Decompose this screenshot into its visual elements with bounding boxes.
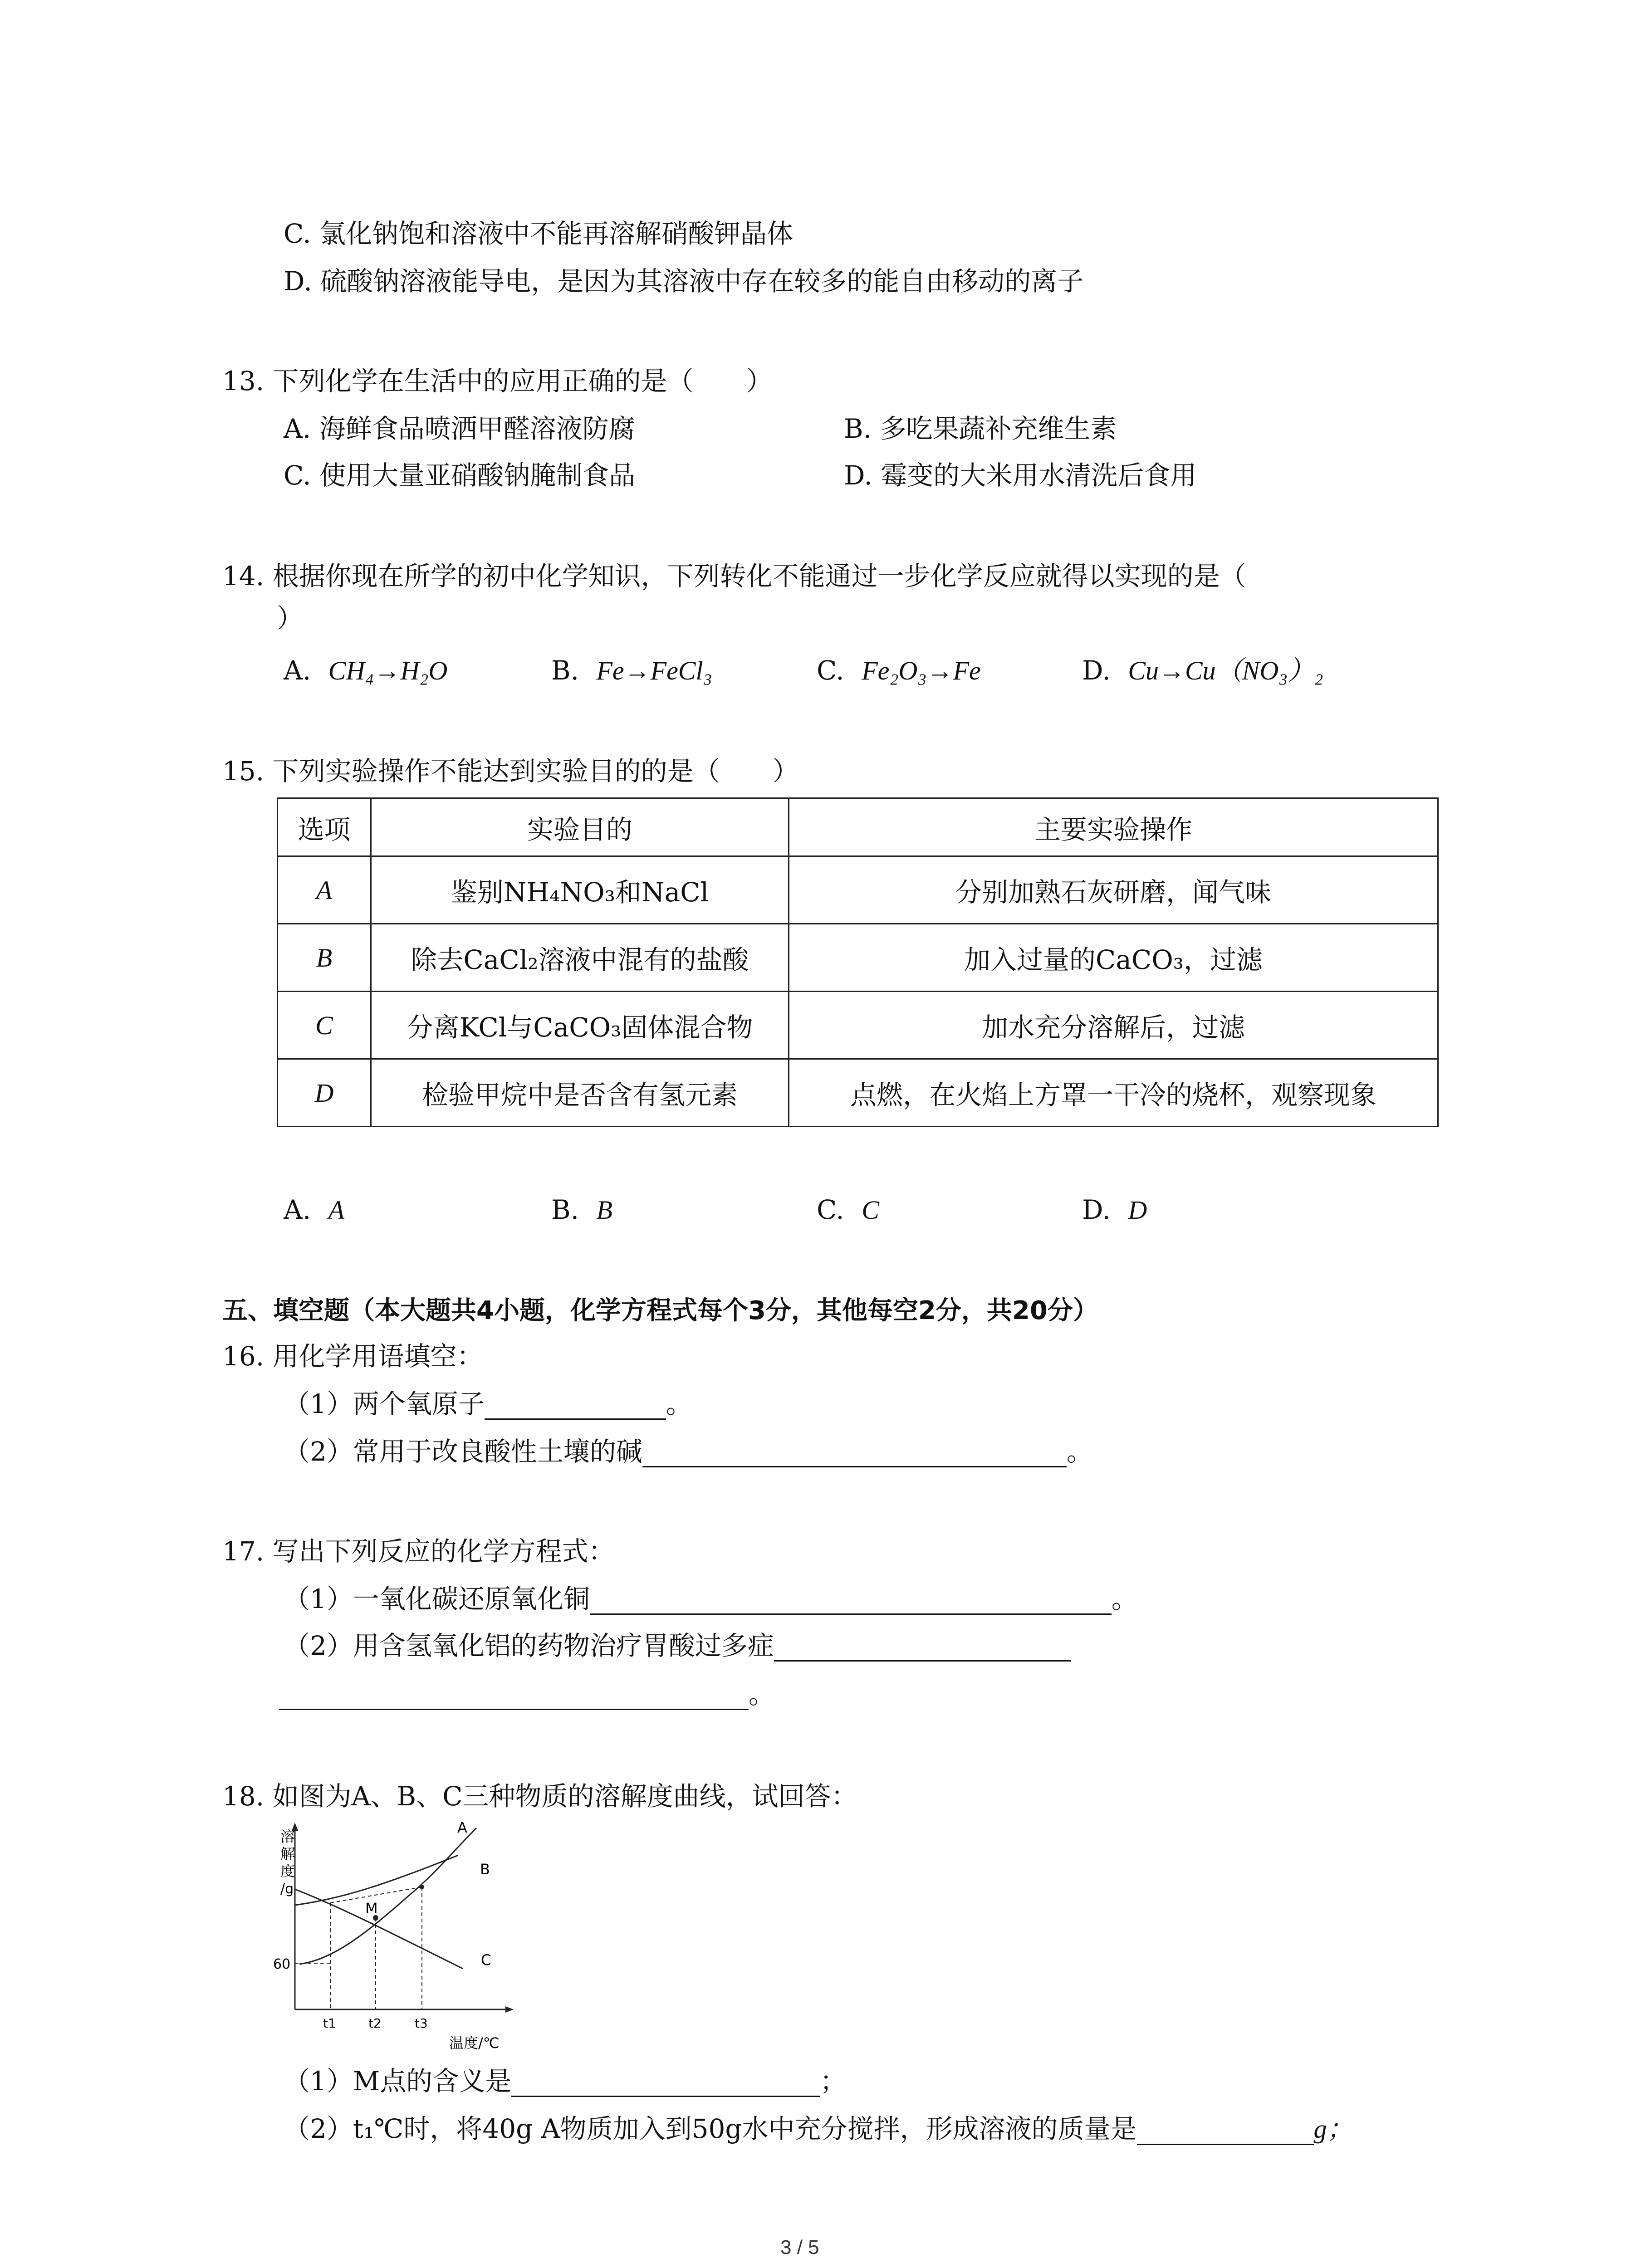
q15-option-a-label: A.	[284, 1194, 311, 1225]
row-operation: 加水充分溶解后，过滤	[789, 992, 1438, 1059]
q15-option-a	[284, 1194, 344, 1226]
y-axis-label-1: 溶	[280, 1828, 295, 1845]
q15-option-b-text: B	[596, 1195, 612, 1225]
curve-b	[295, 1855, 458, 1905]
q17-part2	[284, 1630, 1071, 1662]
table-row	[278, 856, 1438, 924]
q18-part1-end: ；	[820, 2066, 847, 2097]
curve-a	[299, 1828, 476, 1964]
q17-part1-end: 。	[1111, 1584, 1138, 1614]
q14-stem-close: ）	[277, 603, 304, 634]
x-axis-arrow-icon	[505, 2006, 514, 2013]
answer-blank[interactable]	[485, 1391, 666, 1420]
q14-option-a-label: A.	[284, 655, 311, 686]
q14-option-d-text: Cu→Cu（NO₃）₂	[1128, 656, 1323, 685]
q14-option-d-label: D.	[1082, 655, 1111, 686]
row-operation: 点燃，在火焰上方罩一干冷的烧杯，观察现象	[789, 1059, 1438, 1127]
row-purpose: 分离KCl与CaCO₃固体混合物	[371, 992, 789, 1059]
x-tick-t3: t3	[415, 2016, 428, 2031]
q13-option-d: D. 霉变的大米用水清洗后食用	[844, 460, 1197, 491]
q13-option-c: C. 使用大量亚硝酸钠腌制食品	[284, 460, 636, 491]
q14-option-a-text: CH₄→H₂O	[328, 656, 448, 685]
answer-blank[interactable]	[590, 1586, 1112, 1615]
q16-stem: 16. 用化学用语填空：	[222, 1341, 483, 1372]
x-tick-t2: t2	[368, 2016, 382, 2031]
q15-option-d-text: D	[1128, 1195, 1147, 1225]
x-tick-t1: t1	[323, 2016, 336, 2031]
q15-option-c-label: C.	[817, 1194, 844, 1225]
q13-option-a: A. 海鲜食品喷洒甲醛溶液防腐	[284, 413, 635, 444]
q16-part2-text: （2）常用于改良酸性土壤的碱	[284, 1436, 642, 1467]
q15-table	[277, 797, 1439, 1127]
q14-option-b-text: Fe→FeCl₃	[596, 656, 712, 685]
page-number: 3 / 5	[780, 2236, 819, 2258]
answer-blank[interactable]	[1137, 2116, 1314, 2145]
q14-option-c-label: C.	[817, 655, 844, 686]
header-operation: 主要实验操作	[789, 798, 1438, 856]
q17-part2-continue	[279, 1678, 775, 1710]
header-option: 选项	[278, 798, 371, 856]
row-option: D	[278, 1059, 371, 1127]
q17-part2-text: （2）用含氢氧化铝的药物治疗胃酸过多症	[284, 1630, 774, 1661]
header-purpose: 实验目的	[371, 798, 789, 856]
q15-option-b	[551, 1194, 612, 1226]
q12-option-c: C. 氯化钠饱和溶液中不能再溶解硝酸钾晶体	[284, 218, 794, 249]
q15-option-c	[817, 1194, 879, 1226]
section-title: 五、填空题（本大题共4小题，化学方程式每个3分，其他每空2分，共20分）	[222, 1296, 1098, 1325]
q17-part1-text: （1）一氧化碳还原氧化铜	[284, 1584, 590, 1614]
row-operation: 加入过量的CaCO₃，过滤	[789, 924, 1438, 992]
q18-stem: 18. 如图为A、B、C三种物质的溶解度曲线，试回答：	[222, 1781, 857, 1812]
curve-a-label: A	[457, 1819, 467, 1836]
q12-option-d: D. 硫酸钠溶液能导电，是因为其溶液中存在较多的能自由移动的离子	[284, 266, 1084, 297]
row-operation: 分别加熟石灰研磨，闻气味	[789, 856, 1438, 924]
q14-option-c	[817, 655, 981, 687]
q17-part2-end: 。	[749, 1679, 775, 1710]
y-axis-label-2: 解	[280, 1845, 295, 1862]
q14-option-a	[284, 655, 447, 687]
q14-stem: 14. 根据你现在所学的初中化学知识，下列转化不能通过一步化学反应就得以实现的是（	[222, 561, 1246, 591]
table-row	[278, 1059, 1438, 1127]
q18-part2	[284, 2113, 1353, 2145]
q15-option-c-text: C	[862, 1195, 879, 1225]
q14-option-b-label: B.	[551, 655, 579, 686]
q18-part1	[284, 2065, 846, 2097]
row-option: C	[278, 992, 371, 1059]
point-m-label: M	[365, 1900, 378, 1917]
q14-option-b	[551, 655, 712, 687]
q16-part1-text: （1）两个氧原子	[284, 1388, 485, 1419]
y-tick-60: 60	[273, 1956, 291, 1972]
curve-c-label: C	[481, 1951, 491, 1969]
solubility-curve-figure	[272, 1819, 526, 2055]
q18-part2-text: （2）t₁℃时，将40g A物质加入到50g水中充分搅拌，形成溶液的质量是	[284, 2113, 1137, 2144]
q14-option-c-text: Fe₂O₃→Fe	[862, 656, 981, 685]
q18-part1-text: （1）M点的含义是	[284, 2066, 512, 2097]
q15-option-b-label: B.	[551, 1194, 579, 1225]
table-row	[278, 992, 1438, 1059]
table-row	[278, 924, 1438, 992]
point-intersection	[420, 1885, 424, 1889]
q13-option-b: B. 多吃果蔬补充维生素	[844, 413, 1117, 444]
row-purpose: 除去CaCl₂溶液中混有的盐酸	[371, 924, 789, 992]
y-axis-label-3: 度	[280, 1862, 295, 1880]
row-option: A	[278, 856, 371, 924]
q13-stem: 13. 下列化学在生活中的应用正确的是（ ）	[222, 366, 773, 396]
q18-part2-end: g；	[1313, 2114, 1353, 2144]
q15-stem: 15. 下列实验操作不能达到实验目的的是（ ）	[222, 756, 799, 787]
answer-blank[interactable]	[642, 1439, 1067, 1467]
q16-part2-end: 。	[1066, 1436, 1093, 1467]
q16-part1	[284, 1388, 692, 1420]
answer-blank[interactable]	[774, 1633, 1071, 1662]
x-axis-label: 温度/℃	[449, 2034, 500, 2052]
q15-option-a-text: A	[328, 1195, 345, 1225]
row-purpose: 检验甲烷中是否含有氢元素	[371, 1059, 789, 1127]
q16-part2	[284, 1436, 1093, 1467]
row-purpose: 鉴别NH₄NO₃和NaCl	[371, 856, 789, 924]
answer-blank[interactable]	[511, 2068, 820, 2097]
q16-part1-end: 。	[666, 1388, 692, 1419]
y-axis-label-4: /g	[280, 1881, 294, 1897]
q15-option-d	[1082, 1194, 1147, 1226]
curve-b-label: B	[480, 1861, 490, 1878]
row-option: B	[278, 924, 371, 992]
q15-option-d-label: D.	[1082, 1194, 1111, 1225]
q14-option-d	[1082, 655, 1323, 687]
table-header-row	[278, 798, 1438, 856]
answer-blank[interactable]	[279, 1681, 749, 1710]
q17-stem: 17. 写出下列反应的化学方程式：	[222, 1536, 615, 1567]
q17-part1	[284, 1583, 1138, 1615]
